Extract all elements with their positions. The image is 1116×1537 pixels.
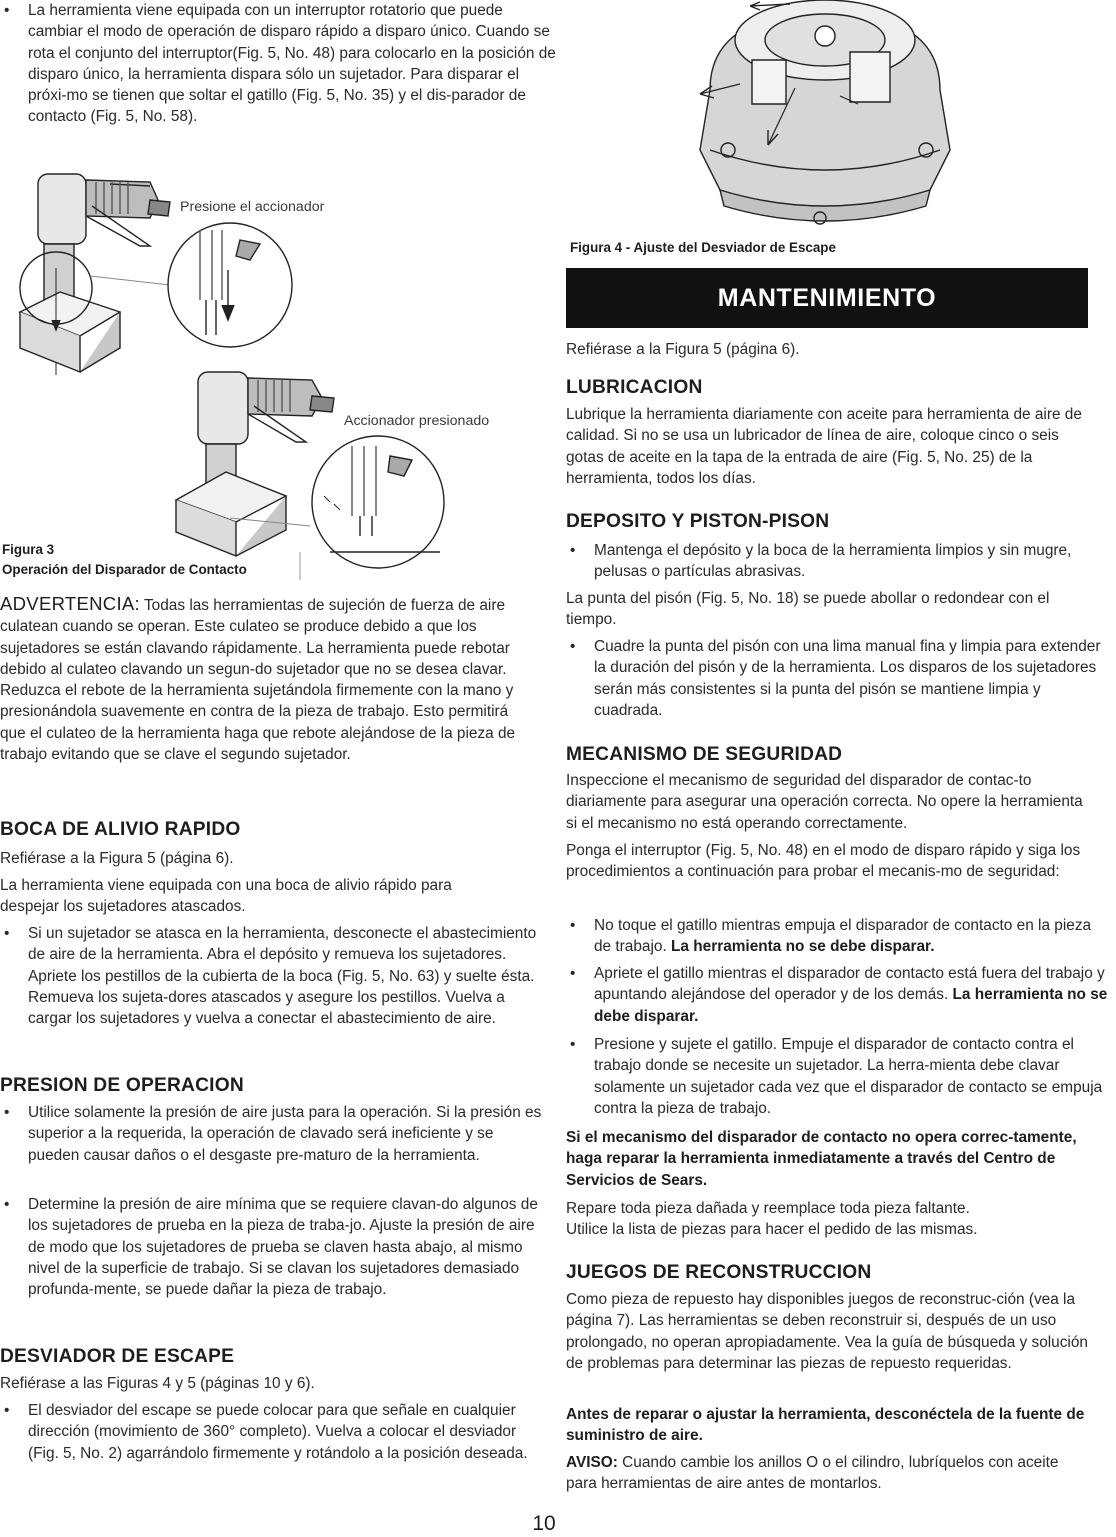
intro-bullet: • La herramienta viene equipada con un interruptor rotatorio que puede cambiar el modo de operación de disparo rápido a disparo único. Cuando se rota el conjunto del interruptor(Fig. 5, No. 48) para colocarlo en la posición de disparo único, la herramienta dispara sólo un sujetador. Para disparar el próxi-mo se tienen que soltar el gatillo (Fig. 5, No. 35) y el dis-parador de contacto (Fig. 5, No. 58).: [0, 0, 558, 128]
desviador-ref: Refiérase a las Figuras 4 y 5 (páginas 10 y 6).: [0, 1375, 315, 1392]
workpiece-bottom: [176, 472, 286, 556]
juegos-warning: Antes de reparar o ajustar la herramienta, desconéctela de la fuente de suministro de aire.: [566, 1406, 1085, 1445]
desviador-bullet: • El desviador del escape se puede colocar para que señale en cualquier dirección (movimiento de 360° completo). Vuelva a colocar el desviador (Fig. 5, No. 2) agarrándolo firmemente y rotándolo a la posición deseada.: [0, 1400, 546, 1464]
figure-3-callout-bottom: Accionador presionado: [344, 413, 490, 429]
seguridad-bullet-1-text: No toque el gatillo mientras empuja el disparador de contacto en la pieza de trabajo.: [594, 917, 1092, 956]
figure-3-title: Operación del Disparador de Contacto: [2, 562, 247, 577]
deposito-text: La punta del pisón (Fig. 5, No. 18) se puede abollar o redondear con el tiempo.: [566, 590, 1050, 629]
seguridad-warning: Si el mecanismo del disparador de contacto no opera correc-tamente, haga reparar la herramienta inmediatamente a través del Centro de Servicios de Sears.: [566, 1129, 1077, 1189]
warning-label: ADVERTENCIA:: [0, 593, 140, 614]
seguridad-text-4: Utilice la lista de piezas para hacer el pedido de las mismas.: [566, 1221, 978, 1238]
lubricacion-text: Lubrique la herramienta diariamente con aceite para herramienta de aire de calidad. Si no se usa un lubricador de línea de aire, coloque cinco o seis gotas de aceite en la tapa de la entrada de aire (Fig. 5, No. 25) de la herramienta, todos los días.: [566, 406, 1082, 487]
workpiece-top: [20, 292, 120, 372]
deposito-bullet-1: • Mantenga el depósito y la boca de la herramienta limpios y sin mugre, pelusas o partículas abrasivas.: [566, 540, 1094, 583]
figure-3-number: Figura 3: [2, 542, 55, 557]
desviador-heading: DESVIADOR DE ESCAPE: [0, 1346, 235, 1367]
warning-text: Todas las herramientas de sujeción de fuerza de aire culatean cuando se operan. Este culateo se produce debido a que los sujetadores se están clavando rápidamente. La herramienta puede rebotar debido al culateo clavando un segun-do sujetador que no se desea clavar. Reduzca el rebote de la herramienta sujetándola firmemente con la mano y presionándola suavemente en contra de la pieza de trabajo. Esto permitirá que el culateo de la herramienta haga que rebote alejándose de la pieza de trabajo evitando que se clave el segundo sujetador.: [0, 597, 516, 764]
juegos-heading: JUEGOS DE RECONSTRUCCION: [566, 1262, 872, 1283]
aviso-paragraph: [566, 1452, 1088, 1495]
aviso-label: AVISO:: [566, 1454, 618, 1471]
seguridad-bullet-1-bold: La herramienta no se debe disparar.: [671, 938, 935, 956]
seguridad-text-2: Ponga el interruptor (Fig. 5, No. 48) en el modo de disparo rápido y siga los procedimientos a continuación para probar el mecanis-mo de seguridad:: [566, 842, 1081, 881]
seguridad-bullet-2: [566, 963, 1116, 1027]
lubricacion-heading: LUBRICACION: [566, 377, 703, 398]
aviso-text: Cuando cambie los anillos O o el cilindro, lubríquelos con aceite para herramientas de aire antes de montarlos.: [566, 1454, 1059, 1493]
maintenance-ref: Refiérase a la Figura 5 (página 6).: [566, 341, 800, 358]
deposito-bullet-2: • Cuadre la punta del pisón con una lima manual fina y limpia para extender la duración del pisón y de la herramienta. Los disparos de los sujetadores serán más consistentes si la punta del pisón se mantiene limpia y cuadrada.: [566, 636, 1104, 721]
boca-bullet: • Si un sujetador se atasca en la herramienta, desconecte el abastecimiento de aire de la herramienta. Abra el depósito y remueva los sujetadores. Apriete los pestillos de la cubierta de la boca (Fig. 5, No. 63) y suelte ésta. Remueva los sujeta-dores atascados y asegure los pestillos. Vuelva a cargar los sujetadores y vuelva a conectar el abastecimiento de aire.: [0, 923, 538, 1029]
seguridad-heading: MECANISMO DE SEGURIDAD: [566, 744, 843, 765]
seguridad-bullet-2-text: Apriete el gatillo mientras el disparador de contacto está fuera del trabajo y apuntando alejándose del operador y de los demás.: [594, 965, 1105, 1004]
figure-4-label: Figura 4 - Ajuste del Desviador de Escape: [570, 240, 836, 255]
zoom-circle-bottom: [300, 436, 444, 580]
boca-ref: Refiérase a la Figura 5 (página 6).: [0, 850, 234, 867]
seguridad-bullet-3: • Presione y sujete el gatillo. Empuje el disparador de contacto contra el trabajo donde se necesite un sujetador. La herra-mienta debe clavar solamente un sujetador cada vez que el disparador de contacto se empuja contra la pieza de trabajo.: [566, 1034, 1104, 1119]
seguridad-text-1: Inspeccione el mecanismo de seguridad del disparador de contac-to diariamente para asegurar una operación correcta. No opere la herramienta si el mecanismo no está operando correctamente.: [566, 772, 1083, 832]
presion-heading: PRESION DE OPERACION: [0, 1075, 244, 1096]
figure-4-illustration: [690, 0, 960, 234]
maintenance-banner: MANTENIMIENTO: [566, 268, 1088, 328]
presion-bullet-1: • Utilice solamente la presión de aire justa para la operación. Si la presión es superior a la requerida, la operación de clavado será ineficiente y se pueden causar daños o el desgaste pre-maturo de la herramienta.: [0, 1102, 546, 1166]
seguridad-bullet-2-bold: La herramienta no se debe disparar.: [594, 986, 1108, 1025]
warning-paragraph: [0, 593, 530, 765]
presion-bullet-2: • Determine la presión de aire mínima que se requiere clavan-do algunos de los sujetadores de prueba en la pieza de traba-jo. Ajuste la presión de aire de modo que los sujetadores de prueba se claven hasta abajo, al mismo nivel de la superficie de trabajo. Si se clavan los sujetadores demasiado profunda-mente, se puede dañar la pieza de trabajo.: [0, 1194, 538, 1300]
zoom-circle-top: [168, 223, 292, 347]
page-number: 10: [532, 1512, 556, 1535]
deposito-heading: DEPOSITO Y PISTON-PISON: [566, 511, 830, 532]
boca-heading: BOCA DE ALIVIO RAPIDO: [0, 819, 241, 840]
juegos-text: Como pieza de repuesto hay disponibles juegos de reconstruc-ción (vea la página 7). Las herramientas se deben reconstruir si, después de un uso prolongado, no operan apropiadamente. Vea la guía de búsqueda y solución de problemas para determinar las piezas de repuesto requeridas.: [566, 1291, 1088, 1372]
seguridad-text-3: Repare toda pieza dañada y reemplace toda pieza faltante.: [566, 1200, 970, 1217]
figure-3-illustration: [0, 160, 530, 580]
seguridad-bullet-1: [566, 915, 1108, 958]
figure-3-callout-top: Presione el accionador: [180, 199, 325, 215]
boca-intro: La herramienta viene equipada con una boca de alivio rápido para despejar los sujetadores atascados.: [0, 877, 452, 916]
